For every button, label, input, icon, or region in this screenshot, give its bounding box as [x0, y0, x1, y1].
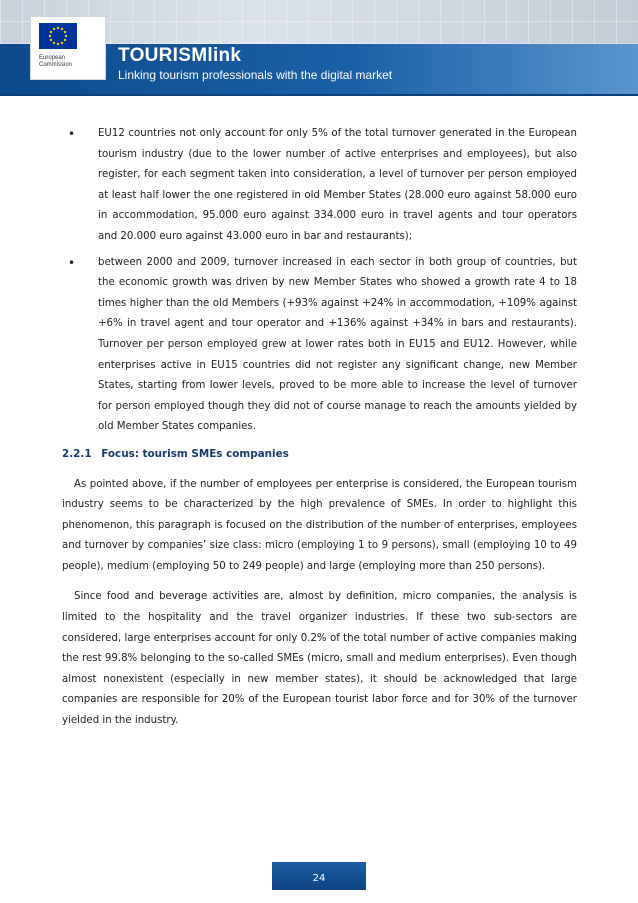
bullet-text: between 2000 and 2009, turnover increased in each sector in both group of countries, but the economic growth was driven by new Member States who showed a growth rate 4 to 18 times higher than the old Members (+93% against +24% in accommodation, +109% against +6% in travel agent and tour operator and +136% against +34% in bars and restaurants). Turnover per person employed grew at lower rates both in EU15 and EU12. However, while enterprises active in EU15 countries did not register any significant change, new Member States, starting from lower levels, proved to be more able to increase the level of turnover for person employed though they did not of course manage to reach the amounts yielded by old Member States companies. — [98, 256, 577, 433]
banner-divider — [0, 94, 638, 96]
section-number: 2.2.1 — [62, 447, 92, 460]
bullet-list — [62, 124, 577, 438]
paragraph: As pointed above, if the number of employees per enterprise is considered, the European tourism industry seems to be characterized by the high prevalence of SMEs. In order to highlight this phenomenon, this paragraph is focused on the distribution of the number of enterprises, employees and turnover by companies’ size class: micro (employing 1 to 9 persons), small (employing 10 to 49 people), medium (employing 50 to 249 people) and large (employing more than 250 persons). — [62, 478, 577, 572]
brand-subtitle: Linking tourism professionals with the digital market — [118, 68, 393, 82]
document-body — [62, 124, 577, 742]
eu-flag-icon — [39, 23, 77, 49]
list-item — [62, 253, 577, 438]
section-heading — [62, 444, 577, 465]
logo-text — [39, 55, 72, 69]
european-commission-logo — [30, 16, 106, 80]
paragraph: Since food and beverage activities are, almost by definition, micro companies, the analysis is limited to the hospitality and the travel organizer industries. If these two sub-sectors are considered, large enterprises account for only 0.2% of the total number of active companies making the rest 99.8% belonging to the so-called SMEs (micro, small and medium enterprises). Even though almost nonexistent (especially in new member states), it should be acknowledged that large companies are responsible for 20% of the European tourist labor force and for 30% of the turnover yielded in the industry. — [62, 591, 577, 727]
section-title: Focus: tourism SMEs companies — [101, 447, 289, 460]
page-number: 24 — [272, 862, 366, 890]
bullet-text: EU12 countries not only account for only 5% of the total turnover generated in the European tourism industry (due to the lower number of active enterprises and employees), but also register, for each segment taken into consideration, a level of turnover per person employed at least half lower the one registered in old Member States (28.000 euro against 58.000 euro in accommodation, 95.000 euro against 334.000 euro in travel agents and tour operators and 20.000 euro against 43.000 euro in bar and restaurants); — [98, 128, 577, 242]
logo-line-2: Commission — [39, 62, 73, 68]
header-banner — [0, 0, 638, 96]
bullet-icon: • — [68, 255, 76, 270]
logo-line-1: European — [39, 55, 66, 61]
brand-title: TOURISMlink — [118, 45, 242, 66]
list-item — [62, 124, 577, 248]
bullet-icon: • — [68, 127, 76, 141]
